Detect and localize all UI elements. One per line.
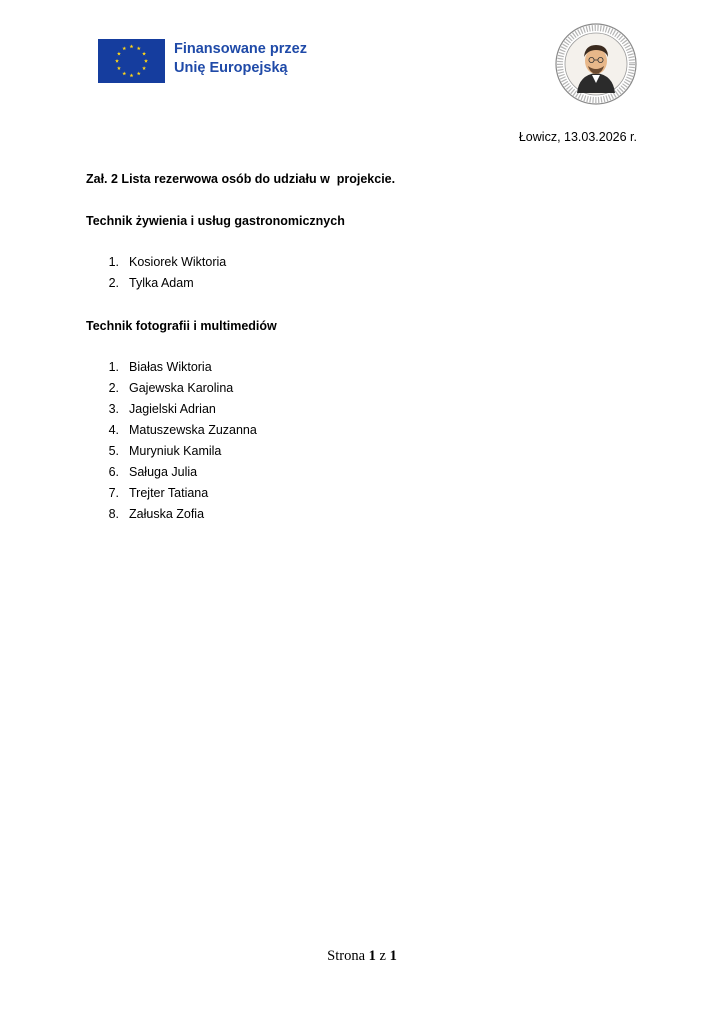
list-item-number: 2.	[108, 276, 119, 290]
list-item-number: 3.	[108, 402, 119, 416]
list-item-number: 4.	[108, 423, 119, 437]
school-seal-icon	[555, 23, 637, 105]
list-item-number: 2.	[108, 381, 119, 395]
list-item-number: 5.	[108, 444, 119, 458]
list-item-name: Białas Wiktoria	[129, 360, 212, 374]
list-item-number: 7.	[108, 486, 119, 500]
eu-funding-line-2: Unię Europejską	[174, 60, 288, 76]
page-total: 1	[389, 948, 397, 964]
list-item-number: 1.	[108, 255, 119, 269]
eu-funding-text	[174, 40, 324, 78]
list-item-name: Kosiorek Wiktoria	[129, 255, 227, 269]
eu-funding-line-1: Finansowane przez	[174, 41, 307, 57]
page-word: Strona	[327, 948, 366, 964]
list-item-name: Załuska Zofia	[129, 507, 205, 521]
section-heading-photography: Technik fotografii i multimediów	[86, 319, 277, 333]
eu-funding-logo	[98, 38, 318, 84]
document-title: Zał. 2 Lista rezerwowa osób do udziału w projekcie.	[86, 172, 396, 186]
list-item-name: Trejter Tatiana	[129, 486, 209, 500]
list-item-name: Saługa Julia	[129, 465, 198, 479]
list-item-name: Gajewska Karolina	[129, 381, 234, 395]
page-footer	[0, 946, 724, 966]
list-item-name: Muryniuk Kamila	[129, 444, 222, 458]
eu-flag-icon	[98, 39, 165, 83]
list-item-number: 8.	[108, 507, 119, 521]
place-date: Łowicz, 13.03.2026 r.	[518, 130, 637, 144]
page-current: 1	[368, 948, 376, 964]
page-of: z	[379, 948, 386, 964]
list-item-number: 1.	[108, 360, 119, 374]
list-item-name: Jagielski Adrian	[129, 402, 216, 416]
list-item-name: Matuszewska Zuzanna	[129, 423, 257, 437]
section-heading-gastronomy: Technik żywienia i usług gastronomicznych	[86, 214, 345, 228]
list-item-name: Tylka Adam	[129, 276, 194, 290]
list-item-number: 6.	[108, 465, 119, 479]
